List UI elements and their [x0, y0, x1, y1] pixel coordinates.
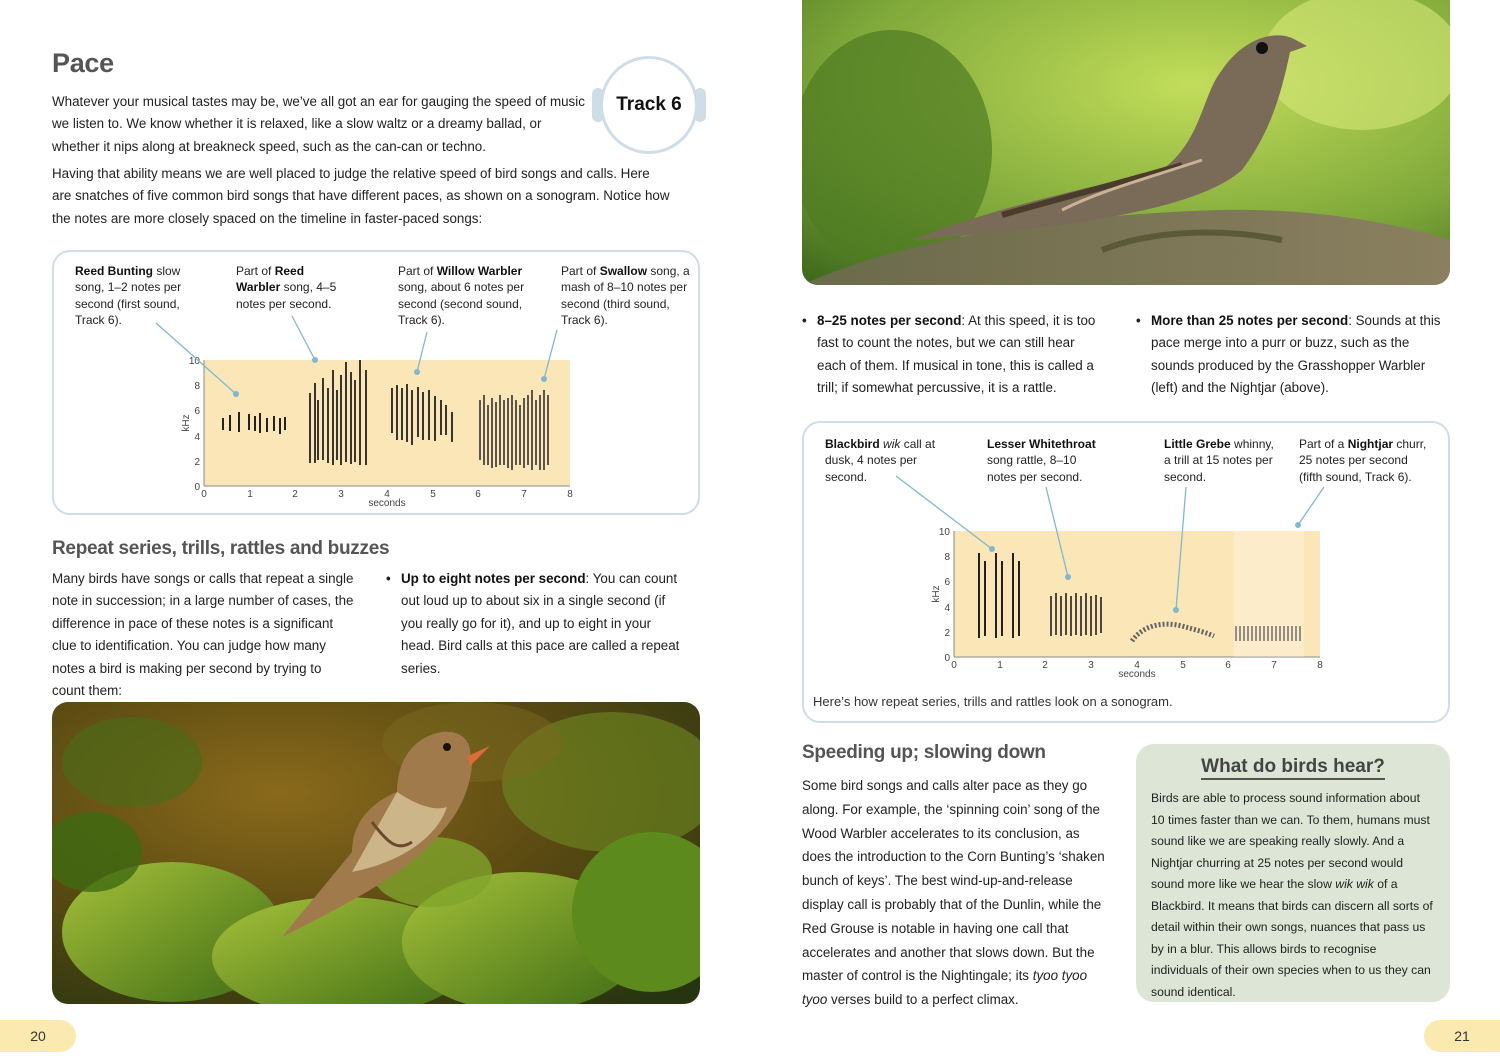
page-number-left: 20 [0, 1020, 76, 1052]
caption-reed-bunting: Reed Bunting slow song, 1–2 notes per second (first sound, Track 6). [75, 264, 182, 328]
xtick: 0 [201, 489, 207, 500]
xtick: 2 [292, 489, 298, 500]
xtick: 5 [430, 489, 436, 500]
xtick: 6 [1225, 660, 1231, 671]
bullet-list-right-2 [1136, 310, 1450, 400]
xtick: 1 [247, 489, 253, 500]
ytick: 2 [944, 628, 950, 639]
ytick: 4 [194, 432, 200, 443]
xtick: 8 [1317, 660, 1323, 671]
caption-reed-warbler: Part of Reed Warbler song, 4–5 notes per second. [236, 264, 337, 311]
sonogram-2-footer: Here’s how repeat series, trills and rattles look on a sonogram. [813, 694, 1173, 709]
ytick: 6 [944, 577, 950, 588]
box-title: What do birds hear? [1136, 756, 1450, 778]
caption-swallow: Part of Swallow song, a mash of 8–10 notes per second (third sound, Track 6). [561, 264, 690, 328]
section-repeat-paragraph: Many birds have songs or calls that repeat a single note in succession; in a large number of cases, the difference in pace of these notes is a significant clue to identification. You can judge how many notes a bird is making per second by trying to count them: [52, 571, 354, 699]
xtick: 7 [521, 489, 527, 500]
grasshopper-warbler-photo [52, 702, 700, 1004]
box-paragraph: Birds are able to process sound information about 10 times faster than we can. To them, humans must sound like we are speaking really slowly. And a Nightjar churring at 25 notes per second would sound more like we hear the slow wik wik of a Blackbird. It means that birds can discern all sorts of detail within their own songs, nuances that pass us by in a blur. This allows birds to recognise individuals of their own species when to us they can sound identical. [1151, 791, 1433, 999]
bullet-list-left [386, 568, 686, 680]
page-number-right: 21 [1424, 1020, 1500, 1052]
xtick: 4 [1134, 660, 1140, 671]
xtick: 8 [567, 489, 573, 500]
what-do-birds-hear-box [1136, 744, 1450, 1002]
x-axis-label: seconds [368, 498, 406, 509]
section-heading-repeat: Repeat series, trills, rattles and buzzes [52, 538, 390, 559]
page-title: Pace [52, 48, 114, 78]
track-badge[interactable] [592, 56, 706, 154]
intro-paragraph-2: Having that ability means we are well placed to judge the relative speed of bird songs and calls. Here are snatches of five common bird songs that have different paces, as shown on a sonogram. Notice how the notes are more closely spaced on the timeline in faster-paced songs: [52, 166, 670, 226]
section-speeding-paragraph: Some bird songs and calls alter pace as they go along. For example, the ‘spinning coin’ song of the Wood Warbler accelerates to its conclusion, as does the introduction to the Corn Bunting’s ‘shaken bunch of keys’. The best wind-up-and-release display call is probably that of the Dunlin, while the Red Grouse is notable in having one call that accelerates and another that slows down. But the master of control is the Nightingale; its tyoo tyoo tyoo verses build to a perfect climax. [802, 778, 1105, 1008]
ytick: 8 [944, 552, 950, 563]
ytick: 4 [944, 603, 950, 614]
caption-blackbird: Blackbird wik call at dusk, 4 notes per second. [825, 437, 936, 484]
xtick: 5 [1180, 660, 1186, 671]
xtick: 2 [1042, 660, 1048, 671]
xtick: 3 [338, 489, 344, 500]
caption-nightjar: Part of a Nightjar churr, 25 notes per second (fifth sound, Track 6). [1299, 437, 1427, 484]
ytick: 0 [944, 653, 950, 664]
sonogram-1 [52, 250, 700, 515]
xtick: 0 [951, 660, 957, 671]
track-label: Track 6 [600, 56, 698, 154]
y-axis-label: kHz [181, 414, 192, 432]
caption-lesser-whitethroat: Lesser Whitethroat song rattle, 8–10 notes per second. [987, 437, 1096, 484]
ytick: 0 [194, 482, 200, 493]
bullet-8-25: • 8–25 notes per second: At this speed, it is too fast to count the notes, but we can still hear each of them. If musical in tone, this is called a trill; if somewhat percussive, it is a rattle. [802, 310, 1107, 400]
bullet-more-than-25: • More than 25 notes per second: Sounds at this pace merge into a purr or buzz, such as the sounds produced by the Grasshopper Warbler (left) and the Nightjar (above). [1136, 310, 1450, 400]
sonogram-2 [802, 421, 1450, 686]
intro-paragraph-1: Whatever your musical tastes may be, we’ve all got an ear for gauging the speed of music we listen to. We know whether it is relaxed, like a slow waltz or a dreamy ballad, or whether it nips along at breakneck speed, such as the can-can or techno. [52, 94, 585, 154]
y-axis-label: kHz [931, 585, 942, 603]
section-heading-speeding: Speeding up; slowing down [802, 742, 1046, 763]
xtick: 7 [1271, 660, 1277, 671]
caption-little-grebe: Little Grebe whinny, a trill at 15 notes per second. [1164, 437, 1274, 484]
xtick: 1 [997, 660, 1003, 671]
xtick: 3 [1088, 660, 1094, 671]
bullet-list-right-1 [802, 310, 1107, 400]
bullet-up-to-eight: • Up to eight notes per second: You can count out loud up to about six in a single second (if you really go for it), and up to eight in your head. Bird calls at this pace are called a repeat series. [386, 568, 686, 680]
nightjar-photo [802, 0, 1450, 285]
x-axis-label: seconds [1118, 669, 1156, 680]
xtick: 4 [384, 489, 390, 500]
ytick: 10 [938, 527, 950, 538]
caption-willow-warbler: Part of Willow Warbler song, about 6 notes per second (second sound, Track 6). [398, 264, 525, 328]
ytick: 6 [194, 406, 200, 417]
xtick: 6 [475, 489, 481, 500]
ytick: 10 [188, 356, 200, 367]
ytick: 2 [194, 457, 200, 468]
ytick: 8 [194, 381, 200, 392]
